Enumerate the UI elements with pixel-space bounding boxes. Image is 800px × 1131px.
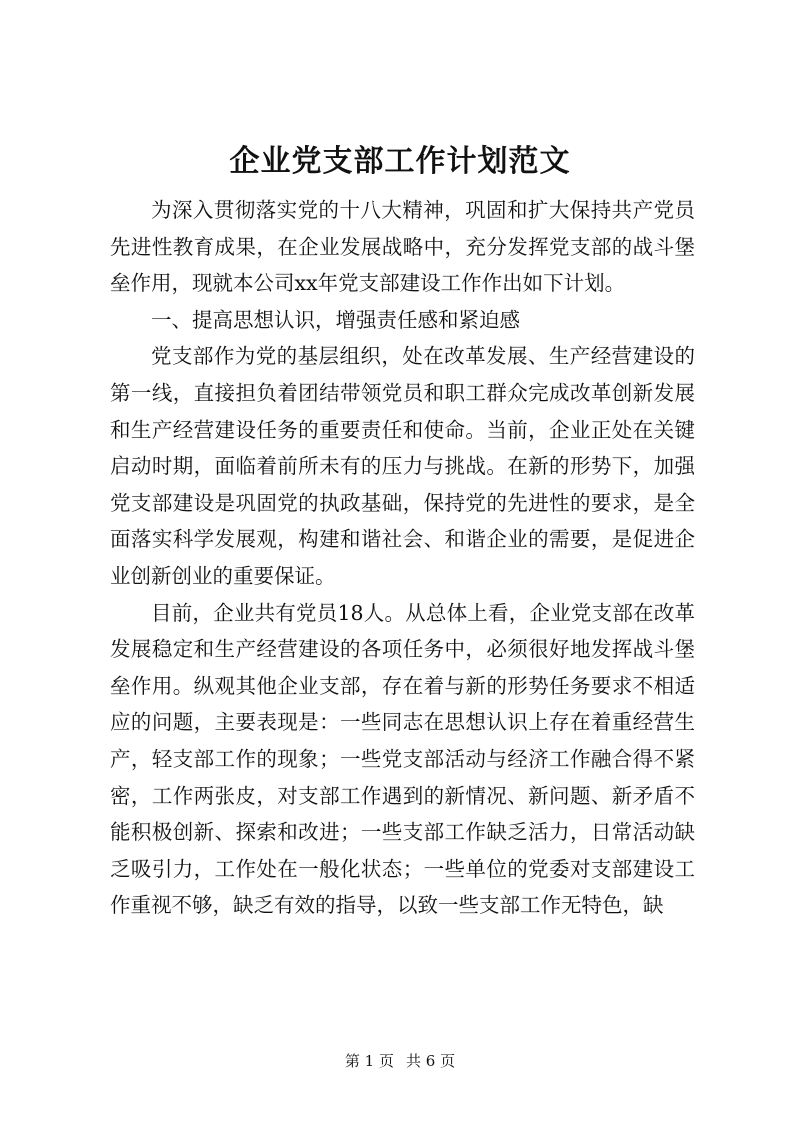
page-footer [0, 1050, 800, 1072]
page-number: 第 1 页 [344, 1052, 394, 1070]
page-total: 共 6 页 [406, 1052, 456, 1070]
paragraph-current-situation: 目前，企业共有党员18人。从总体上看，企业党支部在改革发展稳定和生产经营建设的各项任务中，必须很好地发挥战斗堡垒作用。纵观其他企业支部，存在着与新的形势任务要求不相适应的问题，主要表现是：一些同志在思想认识上存在着重经营生产，轻支部工作的现象；一些党支部活动与经济工作融合得不紧密，工作两张皮，对支部工作遇到的新情况、新问题、新矛盾不能积极创新、探索和改进；一些支部工作缺乏活力，日常活动缺乏吸引力，工作处在一般化状态；一些单位的党委对支部建设工作重视不够，缺乏有效的指导，以致一些支部工作无特色，缺 [110, 600, 695, 918]
section-heading-1: 一、提高思想认识，增强责任感和紧迫感 [151, 307, 520, 332]
paragraph-party-branch-role: 党支部作为党的基层组织，处在改革发展、生产经营建设的第一线，直接担负着团结带领党员和职工群众完成改革创新发展和生产经营建设任务的重要责任和使命。当前，企业正处在关键启动时期，面临着前所未有的压力与挑战。在新的形势下，加强党支部建设是巩固党的执政基础，保持党的先进性的要求，是全面落实科学发展观，构建和谐社会、和谐企业的需要，是促进企业创新创业的重要保证。 [110, 344, 695, 588]
paragraph-intro: 为深入贯彻落实党的十八大精神，巩固和扩大保持共产党员先进性教育成果，在企业发展战略中，充分发挥党支部的战斗堡垒作用，现就本公司xx年党支部建设工作作出如下计划。 [110, 198, 695, 296]
document-body [110, 192, 695, 924]
page-title: 企业党支部工作计划范文 [229, 144, 571, 179]
